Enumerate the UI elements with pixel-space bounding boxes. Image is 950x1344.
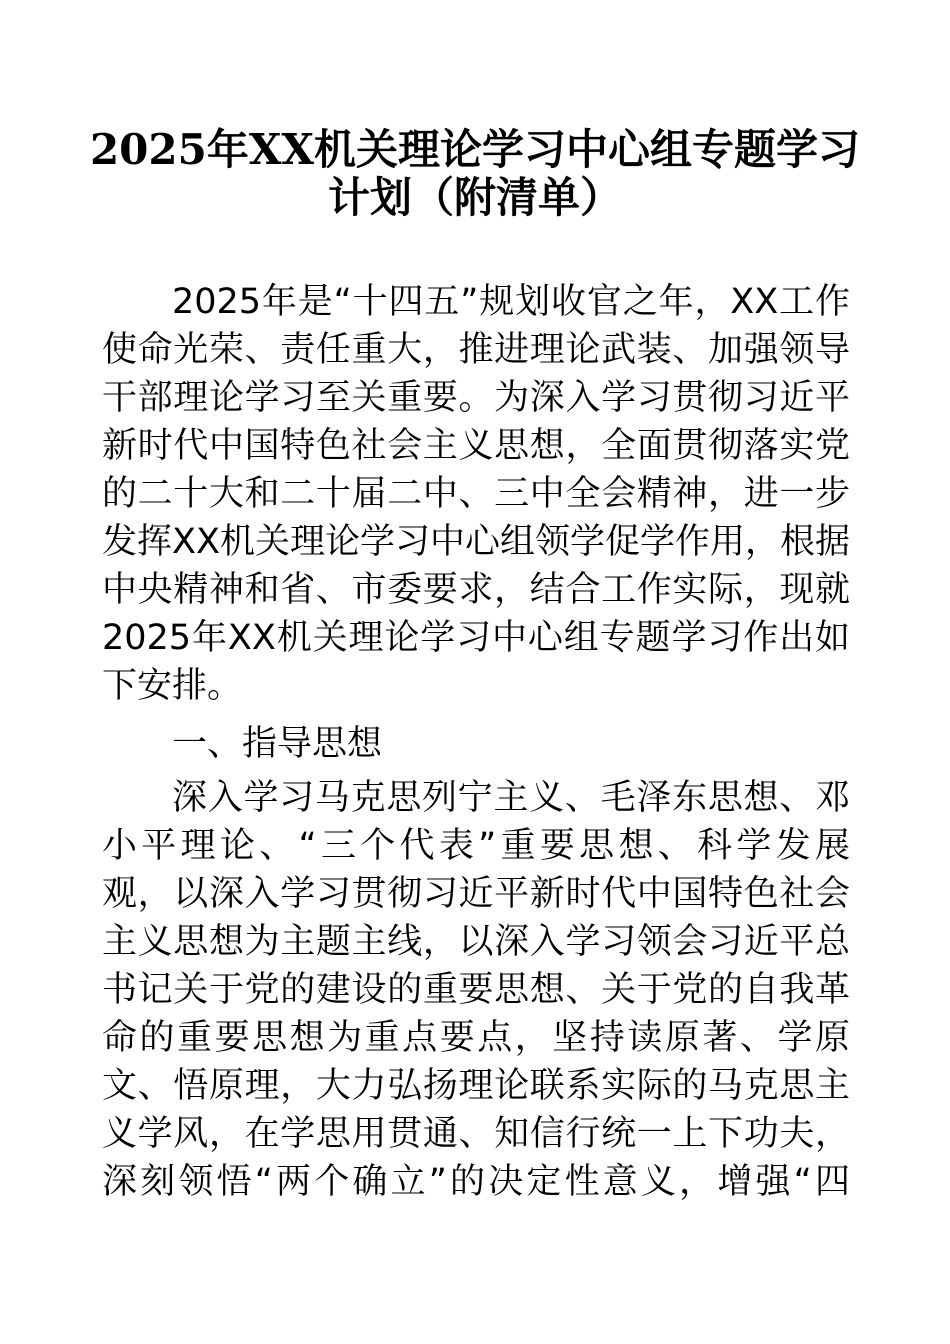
- paragraph-2-line-4: 主义思想为主题主线，以深入学习领会习近平总: [102, 922, 850, 962]
- paragraph-2-line-1: 深入学习马克思列宁主义、毛泽东思想、邓: [172, 778, 850, 818]
- paragraph-1-line-5: 的二十大和二十届二中、三中全会精神，进一步: [102, 474, 850, 514]
- paragraph-1-line-9: 下安排。: [102, 666, 243, 706]
- document-title-line-1: 2025年XX机关理论学习中心组专题学习: [89, 125, 861, 174]
- paragraph-2-line-8: 义学风，在学思用贯通、知信行统一上下功夫，: [102, 1114, 850, 1154]
- paragraph-1-line-7: 中央精神和省、市委要求，结合工作实际，现就: [102, 570, 850, 610]
- paragraph-1-line-3: 干部理论学习至关重要。为深入学习贯彻习近平: [102, 378, 850, 418]
- paragraph-2-line-3: 观，以深入学习贯彻习近平新时代中国特色社会: [102, 874, 850, 914]
- document-title-line-2: 计划（附清单）: [327, 173, 622, 222]
- paragraph-1-line-4: 新时代中国特色社会主义思想，全面贯彻落实党: [102, 426, 850, 466]
- paragraph-1-line-8: 2025年XX机关理论学习中心组专题学习作出如: [102, 618, 850, 658]
- paragraph-1-line-6: 发挥XX机关理论学习中心组领学促学作用，根据: [102, 522, 850, 562]
- paragraph-1-line-1: 2025年是“十四五”规划收官之年，XX工作: [172, 282, 850, 322]
- paragraph-2-line-2: 小平理论、“三个代表”重要思想、科学发展: [102, 826, 850, 866]
- paragraph-2-line-9: 深刻领悟“两个确立”的决定性意义，增强“四: [102, 1162, 850, 1202]
- paragraph-1-line-2: 使命光荣、责任重大，推进理论武装、加强领导: [102, 330, 850, 370]
- section-heading-guiding-ideology: 一、指导思想: [172, 724, 383, 764]
- paragraph-2-line-5: 书记关于党的建设的重要思想、关于党的自我革: [102, 970, 850, 1010]
- paragraph-2-line-6: 命的重要思想为重点要点，坚持读原著、学原: [102, 1018, 850, 1058]
- paragraph-2-line-7: 文、悟原理，大力弘扬理论联系实际的马克思主: [102, 1066, 850, 1106]
